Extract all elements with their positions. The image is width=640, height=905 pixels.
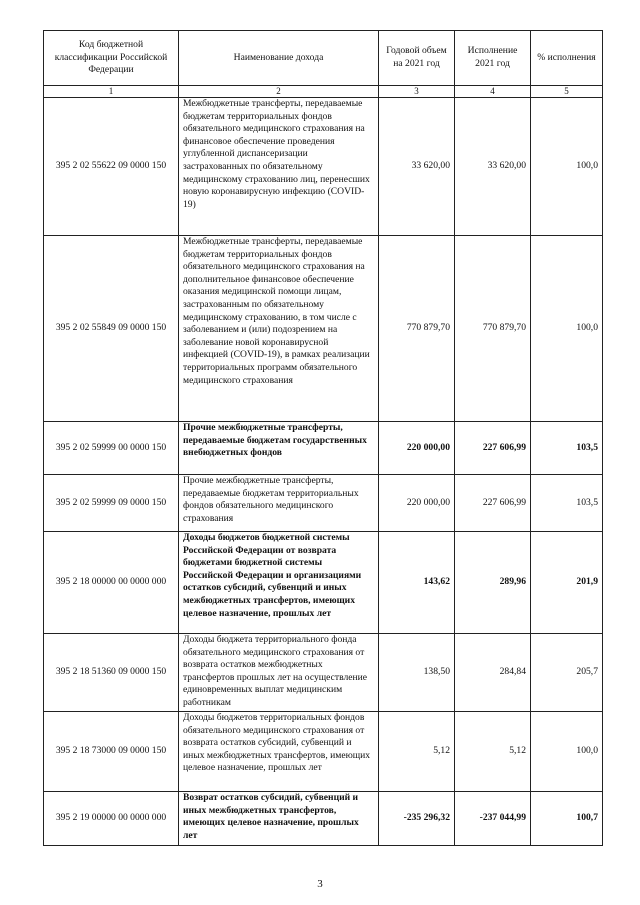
row-annual: 143,62 — [379, 532, 455, 634]
header-code: Код бюджетной классификации Российской Федерации — [44, 31, 179, 86]
table-row — [44, 236, 603, 422]
row-code: 395 2 18 73000 09 0000 150 — [44, 712, 179, 792]
row-percent: 100,7 — [531, 792, 603, 846]
row-execution: -237 044,99 — [455, 792, 531, 846]
row-annual: 138,50 — [379, 634, 455, 712]
row-execution: 770 879,70 — [455, 236, 531, 422]
table-row — [44, 422, 603, 475]
row-code: 395 2 02 55849 09 0000 150 — [44, 236, 179, 422]
row-annual: 5,12 — [379, 712, 455, 792]
row-name: Межбюджетные трансферты, передаваемые бюджетам территориальных фондов обязательного медицинского страхования на финансовое обеспечение проведения углубленной диспансеризации застрахованных по обязательному медицинскому страхованию лиц, перенесших новую коронавирусную инфекцию (COVID-19) — [179, 98, 379, 236]
row-name: Прочие межбюджетные трансферты, передаваемые бюджетам государственных внебюджетных фондов — [179, 422, 379, 475]
header-row — [44, 31, 603, 86]
row-execution: 284,84 — [455, 634, 531, 712]
table-row — [44, 792, 603, 846]
column-number: 1 — [44, 86, 179, 98]
header-annual: Годовой объем на 2021 год — [379, 31, 455, 86]
row-name: Доходы бюджетов бюджетной системы Российской Федерации от возврата бюджетами бюджетной системы Российской Федерации и организациями остатков субсидий, субвенций и иных межбюджетных трансфертов, имеющих целевое назначение, прошлых лет — [179, 532, 379, 634]
row-code: 395 2 18 00000 00 0000 000 — [44, 532, 179, 634]
row-name: Прочие межбюджетные трансферты, передаваемые бюджетам территориальных фондов обязательного медицинского страхования — [179, 475, 379, 532]
row-percent: 100,0 — [531, 98, 603, 236]
row-annual: 220 000,00 — [379, 475, 455, 532]
row-annual: -235 296,32 — [379, 792, 455, 846]
header-name: Наименование дохода — [179, 31, 379, 86]
column-number: 3 — [379, 86, 455, 98]
row-percent: 100,0 — [531, 236, 603, 422]
row-percent: 103,5 — [531, 422, 603, 475]
row-name: Возврат остатков субсидий, субвенций и иных межбюджетных трансфертов, имеющих целевое назначение, прошлых лет — [179, 792, 379, 846]
row-annual: 220 000,00 — [379, 422, 455, 475]
row-name: Доходы бюджета территориального фонда обязательного медицинского страхования от возврата остатков межбюджетных трансфертов прошлых лет на осуществление единовременных выплат медицинским работникам — [179, 634, 379, 712]
table-row — [44, 475, 603, 532]
page-number: 3 — [317, 878, 323, 890]
table-row — [44, 98, 603, 236]
column-number: 4 — [455, 86, 531, 98]
row-percent: 100,0 — [531, 712, 603, 792]
row-name: Доходы бюджетов территориальных фондов обязательного медицинского страхования от возврата остатков субсидий, субвенций и иных межбюджетных трансфертов, имеющих целевое назначение, прошлых лет — [179, 712, 379, 792]
row-execution: 227 606,99 — [455, 422, 531, 475]
row-code: 395 2 02 59999 09 0000 150 — [44, 475, 179, 532]
column-number: 2 — [179, 86, 379, 98]
budget-table — [43, 30, 603, 846]
row-percent: 103,5 — [531, 475, 603, 532]
row-percent: 205,7 — [531, 634, 603, 712]
column-number: 5 — [531, 86, 603, 98]
row-execution: 5,12 — [455, 712, 531, 792]
table-row — [44, 634, 603, 712]
row-annual: 33 620,00 — [379, 98, 455, 236]
header-percent: % исполнения — [531, 31, 603, 86]
row-code: 395 2 18 51360 09 0000 150 — [44, 634, 179, 712]
row-code: 395 2 02 59999 00 0000 150 — [44, 422, 179, 475]
row-annual: 770 879,70 — [379, 236, 455, 422]
row-name: Межбюджетные трансферты, передаваемые бюджетам территориальных фондов обязательного медицинского страхования на дополнительное финансовое обеспечение оказания медицинской помощи лицам, застрахованным по обязательному медицинскому страхованию, в том числе с заболеванием и (или) подозрением на заболевание новой коронавирусной инфекцией (COVID-19), в рамках реализации территориальных программ обязательного медицинского страхования — [179, 236, 379, 422]
row-code: 395 2 19 00000 00 0000 000 — [44, 792, 179, 846]
column-number-row — [44, 86, 603, 98]
row-code: 395 2 02 55622 09 0000 150 — [44, 98, 179, 236]
header-execution: Исполнение 2021 год — [455, 31, 531, 86]
table-row — [44, 712, 603, 792]
table-row — [44, 532, 603, 634]
row-percent: 201,9 — [531, 532, 603, 634]
row-execution: 227 606,99 — [455, 475, 531, 532]
row-execution: 289,96 — [455, 532, 531, 634]
row-execution: 33 620,00 — [455, 98, 531, 236]
